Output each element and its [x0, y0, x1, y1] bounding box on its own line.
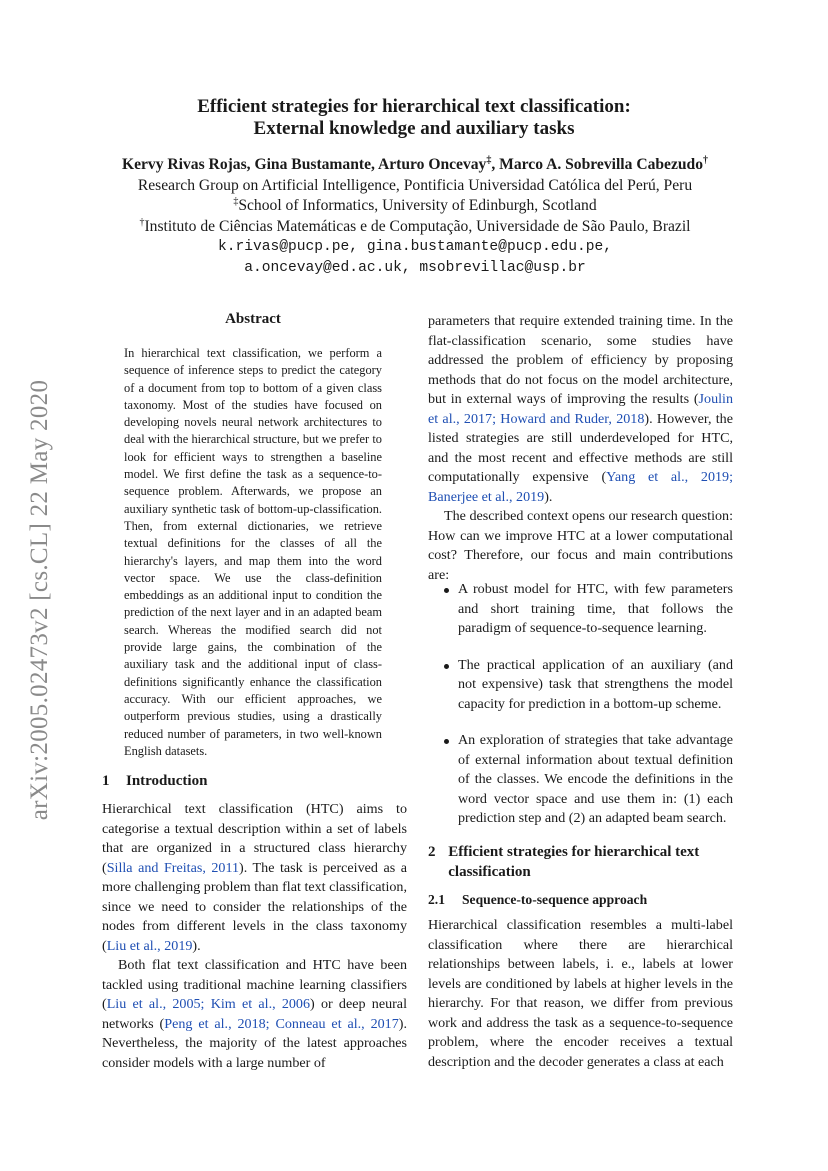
right-paragraph-1: parameters that require extended training time. In the flat-classification scenario, some studies have addressed the problem of efficiency by proposing methods that do not focus on the model architecture, but in external ways of improving the results (Joulin et al., 2017; Howard and Ruder, 2018). However, the listed strategies are still underdeveloped for HTC, and the most recent and effective methods are still computationally expensive (Yang et al., 2019; Banerjee et al., 2019). — [428, 313, 733, 505]
section-2-1-paragraph: Hierarchical classification resembles a multi-label classification where there are hierarchical relationships between labels, i. e., labels at lower levels are conditioned by labels at higher levels in the hierarchy. For that reason, we differ from previous work and address the task as a sequence-to-sequence problem, where the encoder receives a textual description and the decoder generates a class at each — [428, 917, 733, 1070]
list-item: An exploration of strategies that take advantage of external information about textual definition of the classes. We encode the definitions in the word vector space and use them in: (1) each prediction step and (2) an adapted beam search. — [428, 731, 733, 829]
citation-link[interactable]: Peng et al., 2018; Conneau et al., 2017 — [164, 1015, 399, 1032]
emails-line-2: a.oncevay@ed.ac.uk, msobrevillac@usp.br — [244, 259, 586, 276]
emails-line-1: k.rivas@pucp.pe, gina.bustamante@pucp.edu.pe, — [217, 239, 613, 255]
list-item: A robust model for HTC, with few parameters and short training time, that follows the paradigm of sequence-to-sequence learning. — [428, 580, 733, 639]
title-line-2: External knowledge and auxiliary tasks — [253, 118, 575, 139]
section-2-1-body — [428, 916, 733, 1072]
list-item: The practical application of an auxiliary (and not expensive) task that strengthens the model capacity for prediction in a bottom-up scheme. — [428, 656, 733, 715]
paper-title — [150, 96, 678, 140]
bullet-icon — [444, 739, 449, 744]
citation-link[interactable]: Joulin et al., 2017; Howard and Ruder, 2018 — [428, 391, 733, 427]
citation-link[interactable]: Liu et al., 2005; Kim et al., 2006 — [106, 996, 311, 1012]
intro-body — [102, 800, 407, 1073]
affiliation-2: ‡School of Informatics, University of Edinburgh, Scotland — [233, 195, 597, 214]
affiliation-1: Research Group on Artificial Intelligence, Pontificia Universidad Católica del Perú, Peru — [137, 176, 693, 194]
section-2-heading: 2 Efficient strategies for hierarchical text classification — [428, 844, 700, 880]
abstract-heading: Abstract — [225, 311, 281, 327]
section-1-heading: 1 Introduction — [102, 773, 208, 789]
subsection-2-1-heading: 2.1 Sequence-to-sequence approach — [428, 892, 648, 907]
arxiv-side-label: arXiv:2005.02473v2 [cs.CL] 22 May 2020 — [26, 379, 53, 821]
author-block — [90, 155, 740, 278]
right-column-body — [428, 312, 733, 585]
bullet-icon — [444, 588, 449, 593]
citation-link[interactable]: Silla and Freitas, 2011 — [106, 859, 240, 876]
right-paragraph-2: The described context opens our research question: How can we improve HTC at a lower computational cost? Therefore, our focus and main contributions are: — [428, 508, 733, 583]
citation-link[interactable]: Liu et al., 2019 — [106, 937, 193, 954]
citation-link[interactable]: Yang et al., 2019; Banerjee et al., 2019 — [428, 469, 733, 505]
affiliation-3: †Instituto de Ciências Matemáticas e de Computação, Universidade de São Paulo, Brazil — [139, 216, 691, 235]
author-list: Kervy Rivas Rojas, Gina Bustamante, Arturo Oncevay‡, Marco A. Sobrevilla Cabezudo† — [121, 154, 709, 173]
intro-paragraph-1: Hierarchical text classification (HTC) aims to categorise a textual description within a set of labels that are organized in a structured class hierarchy (Silla and Freitas, 2011). The task is perceived as a more challenging problem than flat text classification, since we need to consider the relationships of the nodes from different levels in the class taxonomy (Liu et al., 2019). — [102, 801, 407, 954]
abstract-text: In hierarchical text classification, we perform a sequence of inference steps to predict the category of a document from top to bottom of a given class taxonomy. Most of the studies have focused on developing novels neural network architectures to deal with the hierarchical structure, but we prefer to look for efficient ways to strengthen a baseline model. We first define the task as a sequence-to-sequence problem. Afterwards, we propose an auxiliary synthetic task of bottom-up-classification. Then, from external dictionaries, we retrieve textual definitions for the classes of all the hierarchy's layers, and map them into the word vector space. We use the class-definition embeddings as an additional input to condition the prediction of the next layer and in an adapted beam search. Whereas the modified search did not provide large gains, the combination of the auxiliary task and the additional input of class-definitions significantly enhance the classification accuracy. With our efficient approaches, we outperform previous studies, using a drastically reduced number of parameters, in two well-known English datasets. — [124, 346, 382, 758]
intro-paragraph-2: Both flat text classification and HTC have been tackled using traditional machine learning classifiers (Liu et al., 2005; Kim et al., 2006) or deep neural networks (Peng et al., 2018; Conneau et al., 2017). Nevertheless, the majority of the latest approaches consider models with a large number of — [102, 957, 407, 1071]
bullet-icon — [444, 664, 449, 669]
contributions-list — [428, 580, 733, 846]
title-line-1: Efficient strategies for hierarchical text classification: — [197, 96, 631, 117]
